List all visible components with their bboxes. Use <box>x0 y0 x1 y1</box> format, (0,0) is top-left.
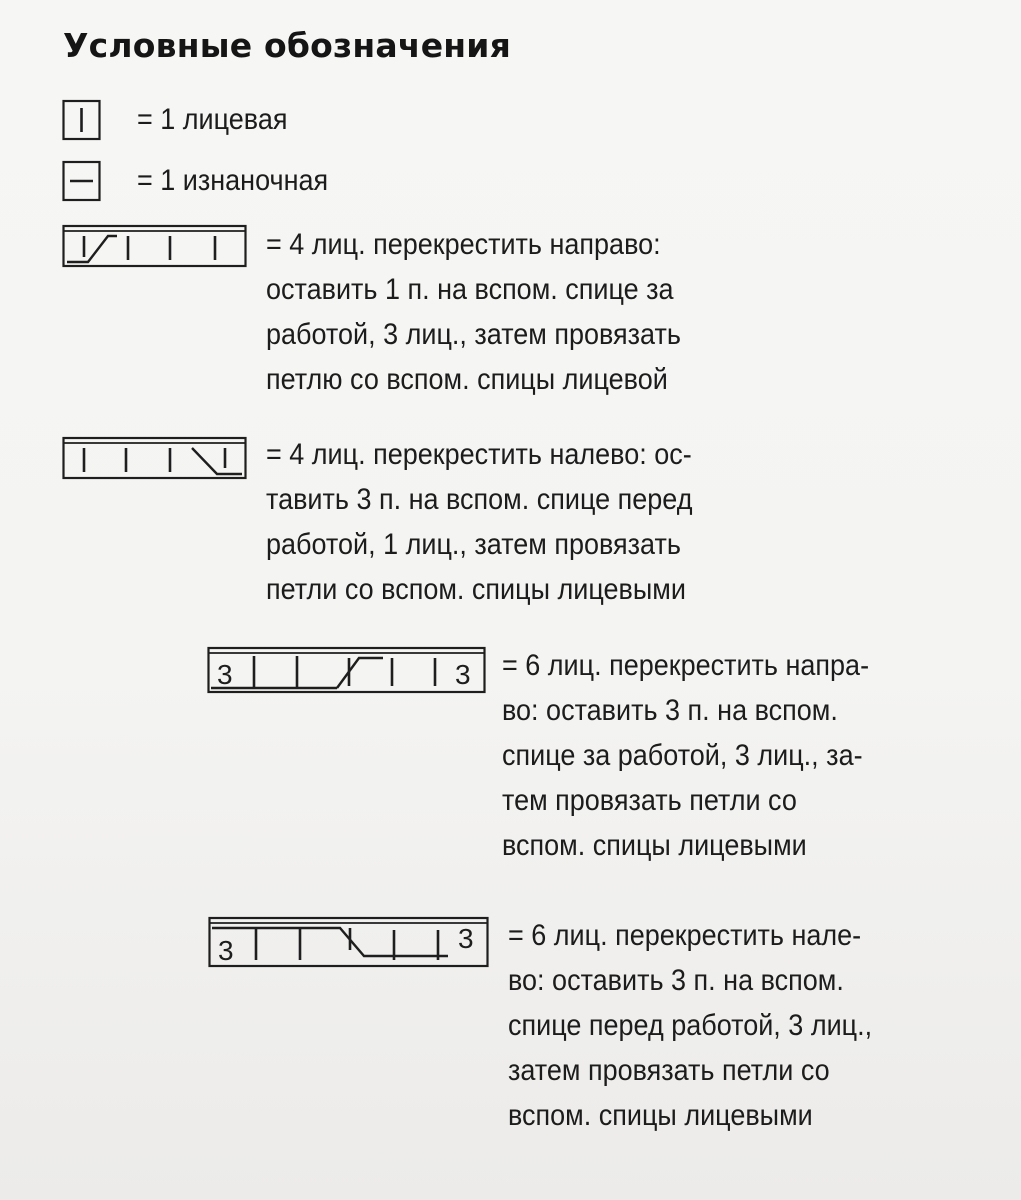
cable-4-left-symbol-icon <box>62 436 248 480</box>
legend-description <box>508 913 872 1138</box>
legend-description <box>137 97 287 142</box>
legend-description <box>137 158 328 203</box>
description-line: петлю со вспом. спицы лицевой <box>266 363 668 396</box>
cable-6-left-symbol-icon <box>208 916 490 968</box>
knit-symbol-icon <box>62 99 102 141</box>
description-line: спице за работой, 3 лиц., за- <box>502 739 863 772</box>
description-line: во: оставить 3 п. на вспом. <box>508 964 844 997</box>
description-line: оставить 1 п. на вспом. спице за <box>266 273 674 306</box>
description-line: работой, 3 лиц., затем провязать <box>266 318 681 351</box>
description-line: = 4 лиц. перекрестить налево: ос- <box>266 438 692 471</box>
page-title: Условные обозначения <box>63 26 512 65</box>
description-line: = 1 изнаночная <box>137 164 329 197</box>
symbol-label-right: 3 <box>455 659 471 690</box>
description-line: спице перед работой, 3 лиц., <box>508 1009 873 1042</box>
description-line: вспом. спицы лицевыми <box>508 1099 813 1132</box>
legend-description <box>266 222 681 402</box>
legend-description <box>266 432 692 612</box>
description-line: во: оставить 3 п. на вспом. <box>502 694 838 727</box>
cable-6-right-symbol-icon <box>207 646 487 694</box>
cable-4-right-symbol-icon <box>62 224 248 268</box>
legend-description <box>502 643 869 868</box>
description-line: = 4 лиц. перекрестить направо: <box>266 228 661 261</box>
description-line: работой, 1 лиц., затем провязать <box>266 528 681 561</box>
description-line: = 1 лицевая <box>137 103 288 136</box>
description-line: тавить 3 п. на вспом. спице перед <box>266 483 693 516</box>
description-line: = 6 лиц. перекрестить напра- <box>502 649 870 682</box>
description-line: затем провязать петли со <box>508 1054 830 1087</box>
symbol-label-left: 3 <box>218 935 234 966</box>
symbol-label-right: 3 <box>458 923 474 954</box>
description-line: = 6 лиц. перекрестить нале- <box>508 919 862 952</box>
purl-symbol-icon <box>62 160 102 202</box>
symbol-label-left: 3 <box>217 659 233 690</box>
description-line: вспом. спицы лицевыми <box>502 829 807 862</box>
description-line: петли со вспом. спицы лицевыми <box>266 573 686 606</box>
description-line: тем провязать петли со <box>502 784 797 817</box>
